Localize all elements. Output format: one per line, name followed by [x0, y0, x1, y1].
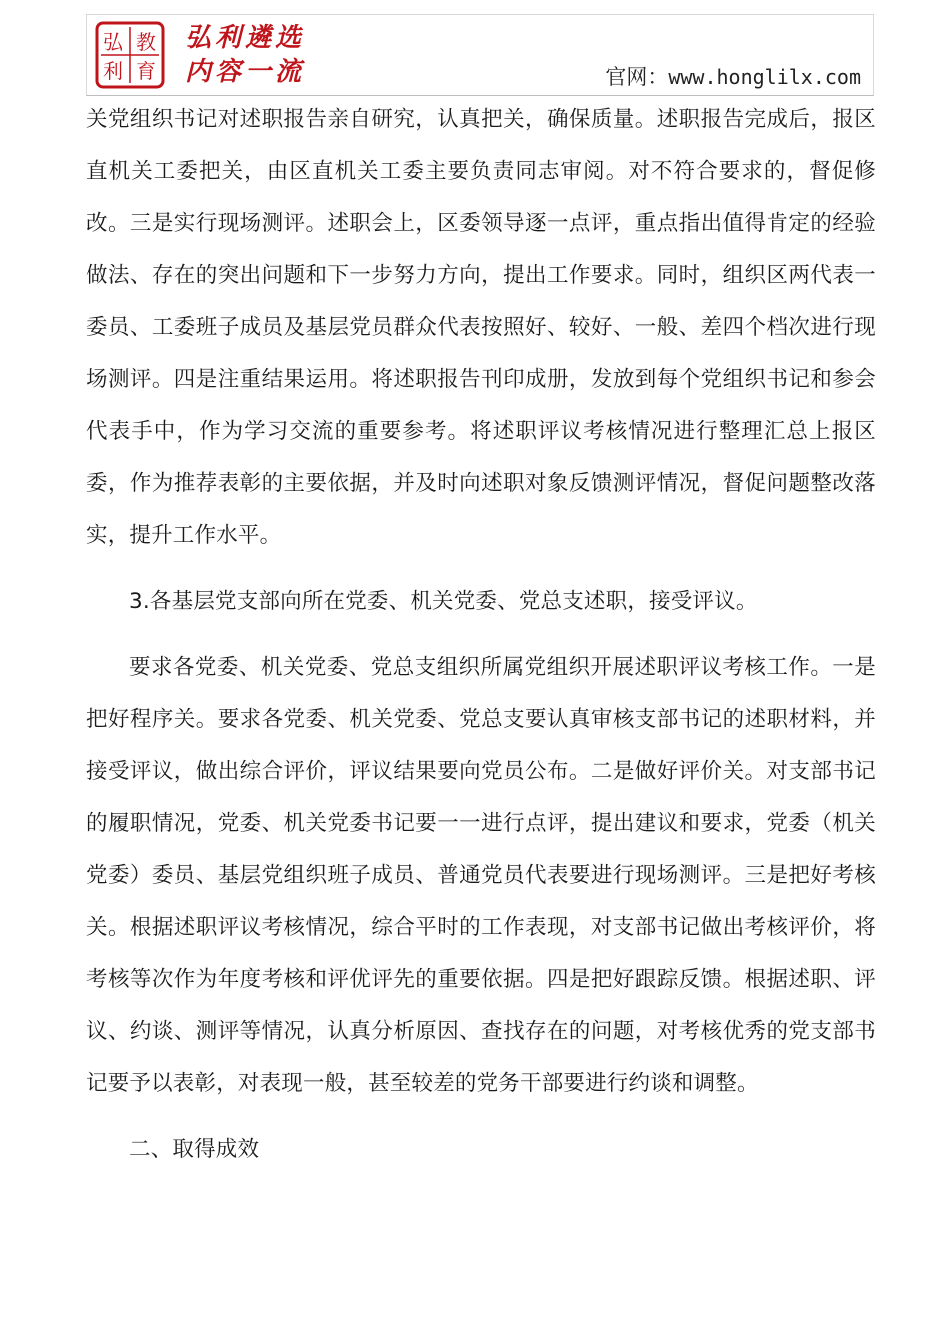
paragraph-1: 关党组织书记对述职报告亲自研究，认真把关，确保质量。述职报告完成后，报区直机关工委把关，由区直机关工委主要负责同志审阅。对不符合要求的，督促修改。三是实行现场测评。述职会上，区委领导逐一点评，重点指出值得肯定的经验做法、存在的突出问题和下一步努力方向，提出工作要求。同时，组织区两代表一委员、工委班子成员及基层党员群众代表按照好、较好、一般、差四个档次进行现场测评。四是注重结果运用。将述职报告刊印成册，发放到每个党组织书记和参会代表手中，作为学习交流的重要参考。将述职评议考核情况进行整理汇总上报区委，作为推荐表彰的主要依据，并及时向述职对象反馈测评情况，督促问题整改落实，提升工作水平。	[86, 107, 876, 548]
section-heading: 二、取得成效	[129, 1137, 260, 1162]
seal-char-4: 育	[136, 59, 156, 83]
document-body	[86, 94, 876, 1176]
paragraph-2: 3.各基层党支部向所在党委、机关党委、党总支述职，接受评议。	[129, 589, 758, 614]
seal-char-1: 弘	[103, 30, 123, 54]
seal-char-2: 教	[136, 30, 156, 54]
hongli-seal-logo	[95, 21, 165, 89]
site-url-link[interactable]: www.honglilx.com	[668, 65, 861, 89]
slogan-line-1: 弘利遴选	[185, 23, 306, 53]
page-header	[86, 14, 874, 96]
official-site	[605, 61, 861, 91]
slogan-line-2: 内容一流	[185, 57, 306, 87]
site-label: 官网：	[605, 65, 669, 89]
seal-char-3: 利	[103, 59, 123, 83]
paragraph-3: 要求各党委、机关党委、党总支组织所属党组织开展述职评议考核工作。一是把好程序关。要求各党委、机关党委、党总支要认真审核支部书记的述职材料，并接受评议，做出综合评价，评议结果要向党员公布。二是做好评价关。对支部书记的履职情况，党委、机关党委书记要一一进行点评，提出建议和要求，党委（机关党委）委员、基层党组织班子成员、普通党员代表要进行现场测评。三是把好考核关。根据述职评议考核情况，综合平时的工作表现，对支部书记做出考核评价，将考核等次作为年度考核和评优评先的重要依据。四是把好跟踪反馈。根据述职、评议、约谈、测评等情况，认真分析原因、查找存在的问题，对考核优秀的党支部书记要予以表彰，对表现一般，甚至较差的党务干部要进行约谈和调整。	[86, 655, 876, 1096]
brand-slogan	[185, 21, 305, 89]
